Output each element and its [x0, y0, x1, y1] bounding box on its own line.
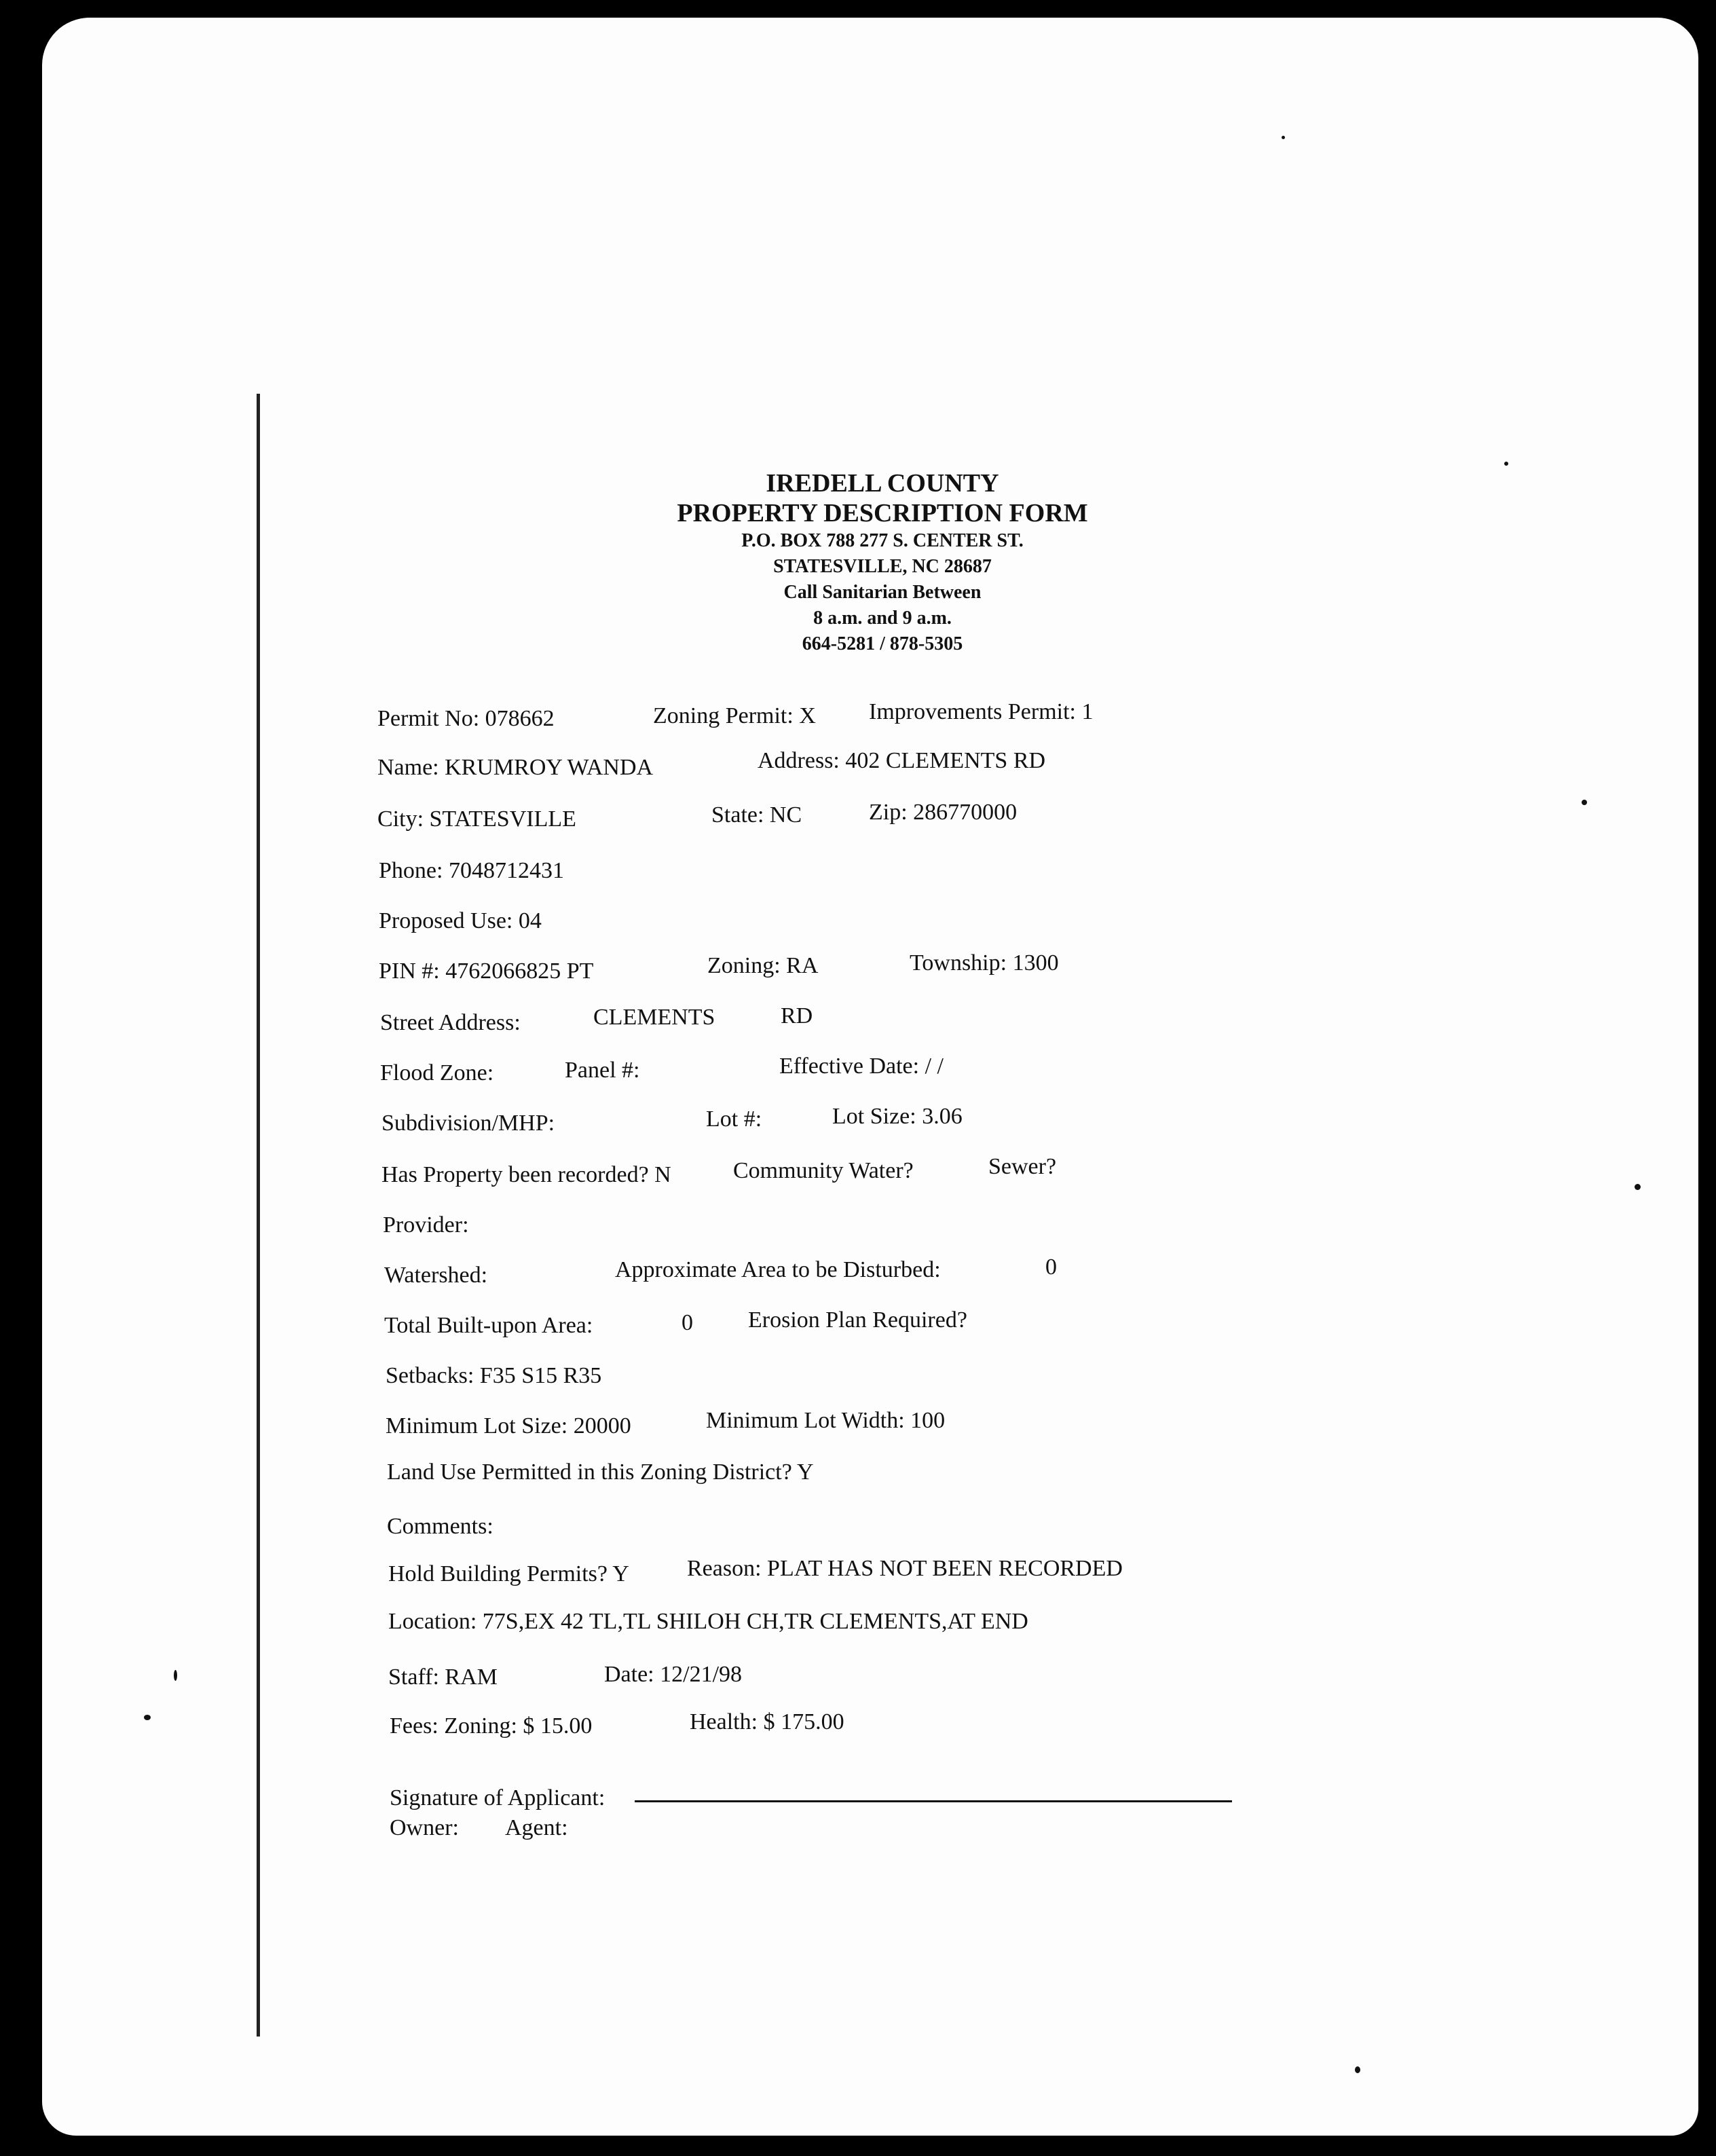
- community-water: Community Water?: [733, 1158, 914, 1183]
- owner-label: Owner:: [390, 1815, 459, 1840]
- scan-speck: [1282, 136, 1285, 139]
- zoning: Zoning: RA: [707, 953, 819, 978]
- contact-phones: 664-5281 / 878-5305: [802, 633, 963, 654]
- flood-zone: Flood Zone:: [380, 1060, 494, 1085]
- property-address: Address: 402 CLEMENTS RD: [758, 748, 1046, 773]
- street-address-label: Street Address:: [380, 1010, 521, 1035]
- property-recorded: Has Property been recorded? N: [381, 1162, 671, 1187]
- street-suffix: RD: [781, 1003, 813, 1028]
- signature-line: [635, 1800, 1232, 1802]
- area-disturbed: Approximate Area to be Disturbed:: [615, 1257, 941, 1282]
- staff: Staff: RAM: [388, 1665, 498, 1690]
- signature-label: Signature of Applicant:: [390, 1785, 605, 1810]
- county-title: IREDELL COUNTY: [766, 469, 999, 498]
- improvements-permit: Improvements Permit: 1: [869, 699, 1094, 724]
- scan-speck: [174, 1670, 177, 1681]
- health-fee: Health: $ 175.00: [690, 1709, 844, 1734]
- built-upon-value: 0: [682, 1310, 693, 1335]
- mailing-address: P.O. BOX 788 277 S. CENTER ST.: [741, 530, 1024, 551]
- date: Date: 12/21/98: [604, 1662, 743, 1687]
- erosion-plan: Erosion Plan Required?: [748, 1307, 967, 1333]
- township: Township: 1300: [910, 950, 1059, 975]
- zoning-permit: Zoning Permit: X: [653, 703, 816, 728]
- lot-size: Lot Size: 3.06: [832, 1104, 963, 1129]
- state: State: NC: [711, 802, 802, 828]
- zip: Zip: 286770000: [869, 800, 1018, 825]
- watershed: Watershed:: [384, 1263, 488, 1288]
- permit-number: Permit No: 078662: [377, 706, 555, 731]
- subdivision: Subdivision/MHP:: [381, 1111, 555, 1136]
- effective-date: Effective Date: / /: [779, 1054, 944, 1079]
- zoning-fee: Fees: Zoning: $ 15.00: [390, 1713, 593, 1739]
- area-disturbed-value: 0: [1045, 1254, 1057, 1280]
- pin-number: PIN #: 4762066825 PT: [379, 959, 594, 984]
- setbacks: Setbacks: F35 S15 R35: [386, 1363, 602, 1388]
- street-name: CLEMENTS: [593, 1005, 715, 1030]
- scan-speck: [1582, 800, 1587, 805]
- proposed-use: Proposed Use: 04: [379, 908, 542, 933]
- phone: Phone: 7048712431: [379, 858, 564, 883]
- scan-speck: [144, 1715, 151, 1720]
- form-title: PROPERTY DESCRIPTION FORM: [677, 499, 1088, 527]
- hold-reason: Reason: PLAT HAS NOT BEEN RECORDED: [687, 1556, 1123, 1581]
- scan-speck: [1355, 2066, 1360, 2073]
- location: Location: 77S,EX 42 TL,TL SHILOH CH,TR CLEMENTS,AT END: [388, 1609, 1028, 1634]
- city: City: STATESVILLE: [377, 806, 576, 832]
- owner-name: Name: KRUMROY WANDA: [377, 755, 654, 780]
- minimum-lot-width: Minimum Lot Width: 100: [706, 1408, 946, 1433]
- minimum-lot-size: Minimum Lot Size: 20000: [386, 1413, 631, 1438]
- call-hours: 8 a.m. and 9 a.m.: [813, 608, 952, 629]
- provider: Provider:: [383, 1212, 469, 1238]
- margin-rule: [257, 394, 260, 2037]
- form-header: [611, 468, 1154, 657]
- hold-building-permits: Hold Building Permits? Y: [388, 1561, 629, 1586]
- agent-label: Agent:: [505, 1815, 568, 1840]
- land-use-permitted: Land Use Permitted in this Zoning District? Y: [387, 1460, 814, 1485]
- sewer: Sewer?: [988, 1154, 1057, 1179]
- city-state-zip: STATESVILLE, NC 28687: [773, 556, 992, 577]
- built-upon-area: Total Built-upon Area:: [384, 1313, 593, 1338]
- comments: Comments:: [387, 1514, 493, 1539]
- call-instructions: Call Sanitarian Between: [783, 582, 982, 603]
- scan-speck: [1635, 1184, 1641, 1190]
- lot-number: Lot #:: [706, 1107, 762, 1132]
- panel-number: Panel #:: [565, 1058, 640, 1083]
- scan-speck: [1504, 462, 1508, 466]
